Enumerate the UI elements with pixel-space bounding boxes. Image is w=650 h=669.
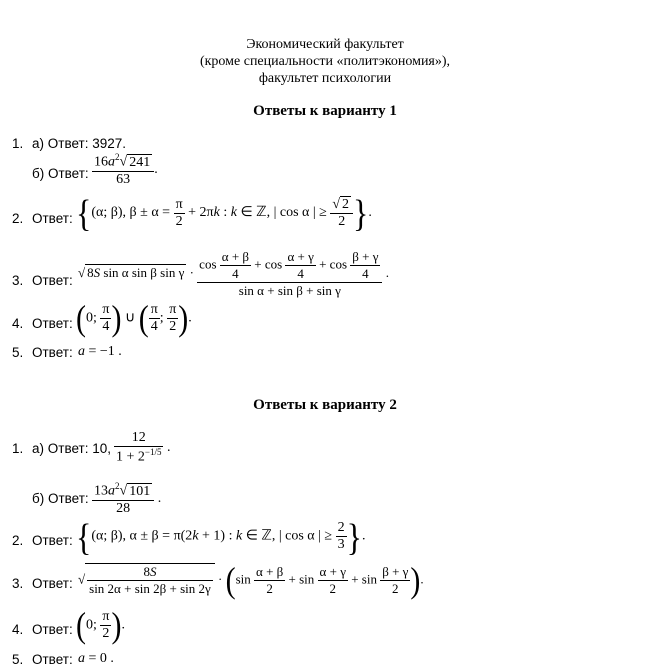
v2-item-4-label: Ответ: [32, 622, 73, 637]
v1-item-4-formula: (0; $\frac{\pi}{4}$ ) ∪ ( $\frac{\pi}{4}$ ; $\frac{\pi}{2}$ ). [76, 298, 192, 338]
v1-item-4-label: Ответ: [32, 316, 73, 331]
v2-item-2-label: Ответ: [32, 533, 73, 548]
v1-item-1b-label: б) Ответ: [32, 166, 89, 181]
v1-item-3-number: 3. [12, 273, 24, 288]
faculty-line-3: факультет психологии [258, 71, 392, 86]
v1-item-5-number: 5. [12, 345, 24, 360]
v2-item-1-number: 1. [12, 441, 24, 456]
v2-item-2-formula: {(α; β), α ± β = π(2k + 1) : k ∈ ℤ, | cos α | ≥ $\frac{2}{3}$ }. [76, 514, 366, 559]
v1-item-2-formula: {(α; β), β ± α = $\frac{\pi}{2}$ + 2πk : k ∈ ℤ, | cos α | ≥ $\frac{√ 2}{2}$ }. [76, 191, 372, 235]
v2-item-1a-formula: $\frac{12}{1 + 2^{-1/5}}$ . [116, 430, 171, 465]
v1-item-4-number: 4. [12, 316, 24, 331]
variant-1-title: Ответы к варианту 1 [253, 103, 397, 119]
v2-item-1b-label: б) Ответ: [32, 491, 89, 506]
v2-item-2-number: 2. [12, 533, 24, 548]
v1-item-2-number: 2. [12, 211, 24, 226]
v2-item-5-formula: a = 0 . [78, 651, 114, 666]
faculty-line-1: Экономический факультет [246, 37, 404, 52]
v1-item-5-label: Ответ: [32, 345, 73, 360]
v1-item-1-number: 1. [12, 136, 24, 151]
v2-item-1b-formula: $\frac{13a^2√ 101}{28}$ . [94, 481, 162, 516]
v1-item-3-label: Ответ: [32, 273, 73, 288]
v1-item-5-formula: a = −1 . [78, 344, 122, 359]
variant-2-title: Ответы к варианту 2 [253, 397, 397, 413]
v2-item-4-formula: (0; $\frac{\pi}{2}$ ). [76, 605, 125, 645]
v2-item-3-formula: √ $\frac{8S}{\sin 2\alpha + \sin 2\beta + \sin 2\gamma}$ · (sin $\frac{\alpha + \beta}{2}$ + sin $\frac{\alpha + \gamma}{2}$ + sin $\frac{\beta + \gamma}{2}$ ). [78, 560, 424, 600]
v2-item-1a-label: а) Ответ: 10, [32, 441, 111, 456]
v2-item-3-number: 3. [12, 576, 24, 591]
v2-item-5-number: 5. [12, 652, 24, 667]
v1-item-3-formula: √ 8S sin α sin β sin γ · cos $\frac{\alpha + \beta}{4}$ + cos $\frac{\alpha + \gamma}{4}$ + cos $\frac{\beta + \gamma}{4}$ sin α + sin β + sin γ . [78, 249, 389, 298]
v1-item-2-label: Ответ: [32, 211, 73, 226]
v1-item-1b-formula: $\frac{16a^2√ 241}{63}$ . [94, 152, 158, 187]
faculty-line-2: (кроме специальности «политэкономия»), [199, 54, 451, 69]
v2-item-5-label: Ответ: [32, 652, 73, 667]
v2-item-3-label: Ответ: [32, 576, 73, 591]
v1-item-1a: а) Ответ: 3927. [32, 136, 126, 151]
v2-item-4-number: 4. [12, 622, 24, 637]
